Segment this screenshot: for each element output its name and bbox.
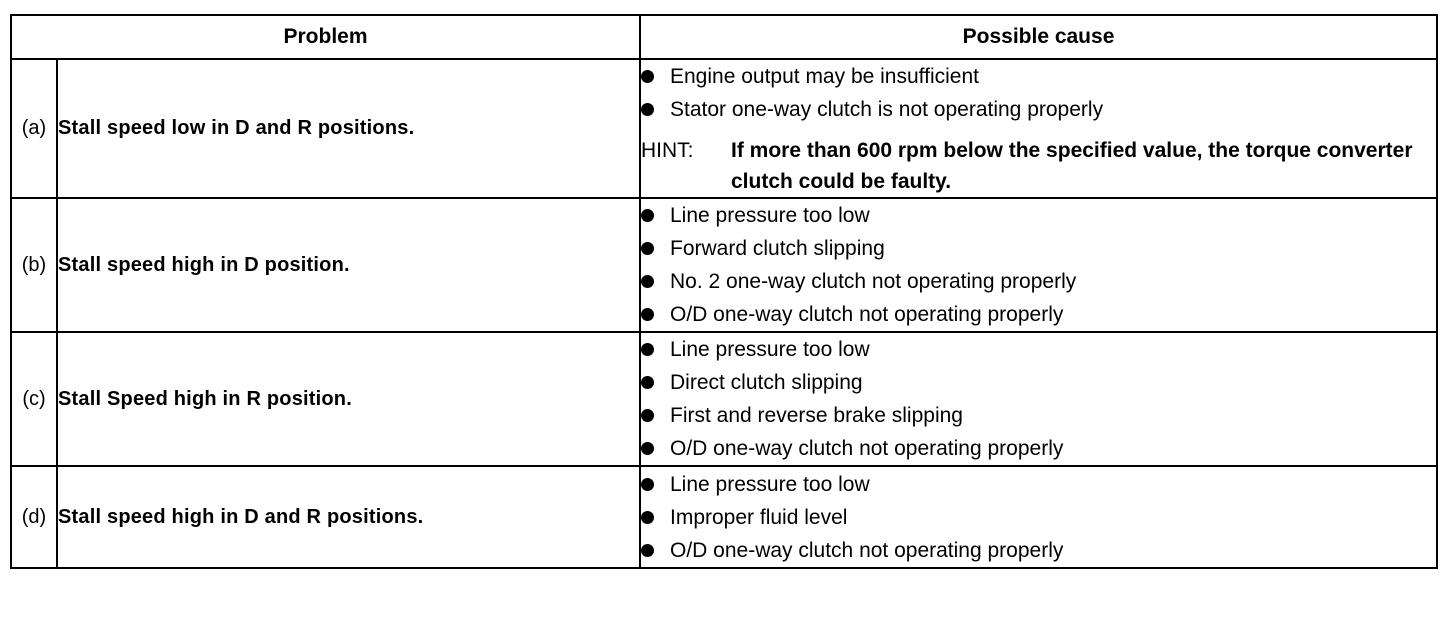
cause-text: Engine output may be insufficient xyxy=(670,65,979,88)
cause-item xyxy=(641,199,1436,232)
cause-text: O/D one-way clutch not operating properly xyxy=(670,303,1064,326)
cause-item xyxy=(641,501,1436,534)
header-row xyxy=(11,15,1437,59)
problem-cell: Stall Speed high in R position. xyxy=(57,332,640,466)
cause-item xyxy=(641,432,1436,465)
row-letter: (a) xyxy=(11,59,57,198)
cause-text: Improper fluid level xyxy=(670,505,848,529)
bullet-icon xyxy=(641,209,654,222)
table-row xyxy=(11,466,1437,568)
bullet-icon xyxy=(641,242,654,255)
cause-text: Forward clutch slipping xyxy=(670,237,885,260)
cause-text: Direct clutch slipping xyxy=(670,371,863,394)
row-letter: (d) xyxy=(11,466,57,568)
cause-text: O/D one-way clutch not operating properly xyxy=(670,538,1064,562)
bullet-icon xyxy=(641,478,654,491)
bullet-icon xyxy=(641,103,654,116)
bullet-icon xyxy=(641,442,654,455)
bullet-icon xyxy=(641,511,654,524)
problem-column-header: Problem xyxy=(11,15,640,59)
row-letter: (c) xyxy=(11,332,57,466)
cause-item xyxy=(641,298,1436,331)
cause-list xyxy=(641,60,1436,126)
cause-cell xyxy=(640,59,1437,198)
cause-item xyxy=(641,366,1436,399)
hint-label: HINT: xyxy=(641,139,694,162)
cause-list xyxy=(641,468,1436,567)
bullet-icon xyxy=(641,409,654,422)
problem-cell: Stall speed high in D and R positions. xyxy=(57,466,640,568)
cause-item xyxy=(641,232,1436,265)
table-row xyxy=(11,59,1437,198)
cause-text: Line pressure too low xyxy=(670,338,870,361)
cause-list xyxy=(641,199,1436,331)
table-row xyxy=(11,332,1437,466)
cause-text: First and reverse brake slipping xyxy=(670,404,963,427)
hint-text: If more than 600 rpm below the specified value, the torque converter clutch could be faulty. xyxy=(731,139,1413,193)
cause-item xyxy=(641,60,1436,93)
cause-item xyxy=(641,534,1436,567)
cause-item xyxy=(641,93,1436,126)
bullet-icon xyxy=(641,275,654,288)
bullet-icon xyxy=(641,308,654,321)
cause-item xyxy=(641,333,1436,366)
cause-text: Line pressure too low xyxy=(670,204,870,227)
bullet-icon xyxy=(641,376,654,389)
table-row xyxy=(11,198,1437,332)
cause-item xyxy=(641,399,1436,432)
cause-cell xyxy=(640,198,1437,332)
cause-text: O/D one-way clutch not operating properly xyxy=(670,437,1064,460)
cause-list xyxy=(641,333,1436,465)
cause-text: Stator one-way clutch is not operating properly xyxy=(670,98,1104,121)
problem-cell: Stall speed low in D and R positions. xyxy=(57,59,640,198)
cause-text: No. 2 one-way clutch not operating properly xyxy=(670,270,1077,293)
bullet-icon xyxy=(641,70,654,83)
bullet-icon xyxy=(641,544,654,557)
cause-cell xyxy=(640,466,1437,568)
cause-item xyxy=(641,468,1436,501)
row-letter: (b) xyxy=(11,198,57,332)
bullet-icon xyxy=(641,343,654,356)
problem-cell: Stall speed high in D position. xyxy=(57,198,640,332)
cause-text: Line pressure too low xyxy=(670,472,870,496)
hint-note xyxy=(641,135,1436,197)
diagnosis-table xyxy=(10,14,1438,569)
cause-item xyxy=(641,265,1436,298)
possible-cause-column-header: Possible cause xyxy=(640,15,1437,59)
cause-cell xyxy=(640,332,1437,466)
